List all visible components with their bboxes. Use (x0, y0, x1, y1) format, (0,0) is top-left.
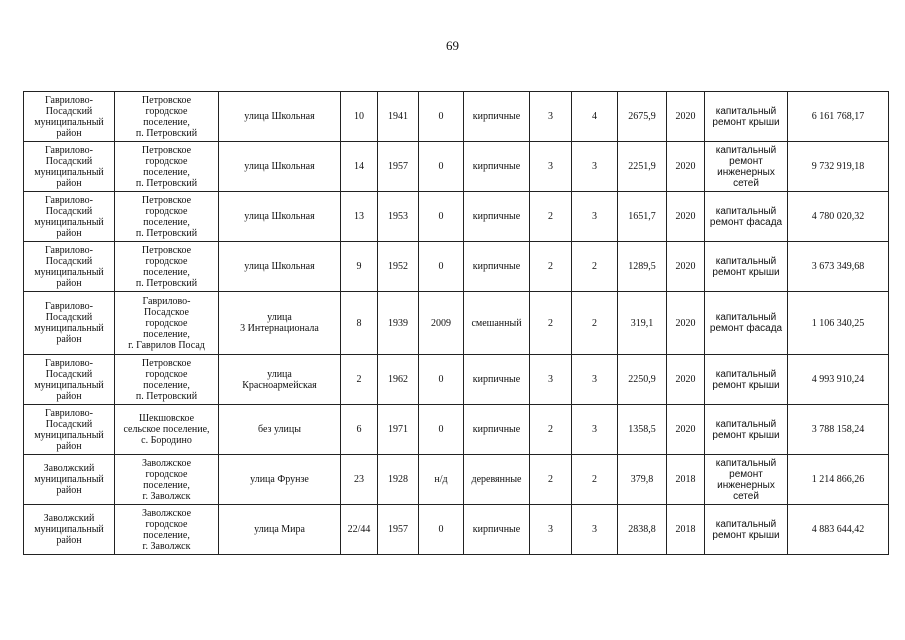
street-cell: улица Школьная (219, 142, 341, 192)
entrances-cell: 3 (572, 192, 618, 242)
table-row (24, 92, 889, 142)
settlement-cell: Петровское городское поселение, п. Петровский (115, 242, 219, 292)
district-cell: Гаврилово- Посадский муниципальный район (24, 242, 115, 292)
table-row (24, 405, 889, 455)
entrances-cell: 3 (572, 142, 618, 192)
table-row (24, 242, 889, 292)
wall-material-cell: кирпичные (464, 405, 530, 455)
work-type-cell: капитальный ремонт крыши (705, 242, 788, 292)
floors-cell: 3 (530, 355, 572, 405)
settlement-cell: Петровское городское поселение, п. Петровский (115, 355, 219, 405)
house-number-cell: 23 (341, 455, 378, 505)
floors-cell: 3 (530, 142, 572, 192)
district-cell: Гаврилово- Посадский муниципальный район (24, 405, 115, 455)
settlement-cell: Петровское городское поселение, п. Петровский (115, 192, 219, 242)
settlement-cell: Заволжское городское поселение, г. Заволжск (115, 455, 219, 505)
entrances-cell: 2 (572, 292, 618, 355)
area-cell: 2838,8 (618, 505, 667, 555)
cost-cell: 1 214 866,26 (788, 455, 889, 505)
table-row (24, 505, 889, 555)
year-reconstructed-cell: 0 (419, 142, 464, 192)
table-row (24, 192, 889, 242)
settlement-cell: Петровское городское поселение, п. Петровский (115, 92, 219, 142)
year-reconstructed-cell: 2009 (419, 292, 464, 355)
house-number-cell: 14 (341, 142, 378, 192)
plan-year-cell: 2020 (667, 405, 705, 455)
cost-cell: 3 788 158,24 (788, 405, 889, 455)
wall-material-cell: кирпичные (464, 192, 530, 242)
year-built-cell: 1939 (378, 292, 419, 355)
area-cell: 1651,7 (618, 192, 667, 242)
table-row (24, 292, 889, 355)
table-row (24, 455, 889, 505)
area-cell: 2251,9 (618, 142, 667, 192)
entrances-cell: 2 (572, 242, 618, 292)
street-cell: улица Школьная (219, 92, 341, 142)
street-cell: без улицы (219, 405, 341, 455)
year-reconstructed-cell: 0 (419, 355, 464, 405)
plan-year-cell: 2020 (667, 142, 705, 192)
entrances-cell: 4 (572, 92, 618, 142)
district-cell: Гаврилово- Посадский муниципальный район (24, 355, 115, 405)
district-cell: Гаврилово- Посадский муниципальный район (24, 192, 115, 242)
house-number-cell: 10 (341, 92, 378, 142)
wall-material-cell: кирпичные (464, 505, 530, 555)
settlement-cell: Гаврилово- Посадское городское поселение, г. Гаврилов Посад (115, 292, 219, 355)
settlement-cell: Заволжское городское поселение, г. Заволжск (115, 505, 219, 555)
area-cell: 2250,9 (618, 355, 667, 405)
work-type-cell: капитальный ремонт инженерных сетей (705, 142, 788, 192)
wall-material-cell: кирпичные (464, 355, 530, 405)
year-built-cell: 1957 (378, 505, 419, 555)
plan-year-cell: 2020 (667, 242, 705, 292)
work-type-cell: капитальный ремонт крыши (705, 355, 788, 405)
cost-cell: 3 673 349,68 (788, 242, 889, 292)
table-row (24, 142, 889, 192)
entrances-cell: 3 (572, 405, 618, 455)
plan-year-cell: 2020 (667, 92, 705, 142)
plan-year-cell: 2020 (667, 192, 705, 242)
floors-cell: 2 (530, 292, 572, 355)
cost-cell: 1 106 340,25 (788, 292, 889, 355)
plan-year-cell: 2020 (667, 355, 705, 405)
year-reconstructed-cell: 0 (419, 505, 464, 555)
floors-cell: 2 (530, 405, 572, 455)
house-number-cell: 8 (341, 292, 378, 355)
year-built-cell: 1928 (378, 455, 419, 505)
year-built-cell: 1941 (378, 92, 419, 142)
floors-cell: 2 (530, 455, 572, 505)
table-row (24, 355, 889, 405)
wall-material-cell: кирпичные (464, 242, 530, 292)
area-cell: 379,8 (618, 455, 667, 505)
cost-cell: 4 780 020,32 (788, 192, 889, 242)
house-number-cell: 9 (341, 242, 378, 292)
year-built-cell: 1952 (378, 242, 419, 292)
entrances-cell: 3 (572, 355, 618, 405)
year-reconstructed-cell: 0 (419, 242, 464, 292)
year-built-cell: 1962 (378, 355, 419, 405)
year-reconstructed-cell: 0 (419, 405, 464, 455)
year-reconstructed-cell: 0 (419, 92, 464, 142)
street-cell: улица Мира (219, 505, 341, 555)
floors-cell: 3 (530, 92, 572, 142)
street-cell: улица 3 Интернационала (219, 292, 341, 355)
entrances-cell: 3 (572, 505, 618, 555)
house-number-cell: 13 (341, 192, 378, 242)
work-type-cell: капитальный ремонт крыши (705, 405, 788, 455)
cost-cell: 4 883 644,42 (788, 505, 889, 555)
floors-cell: 2 (530, 192, 572, 242)
district-cell: Заволжский муниципальный район (24, 455, 115, 505)
street-cell: улица Красноармейская (219, 355, 341, 405)
area-cell: 1358,5 (618, 405, 667, 455)
year-built-cell: 1957 (378, 142, 419, 192)
district-cell: Гаврилово- Посадский муниципальный район (24, 92, 115, 142)
table-body (24, 92, 889, 555)
cost-cell: 4 993 910,24 (788, 355, 889, 405)
street-cell: улица Школьная (219, 192, 341, 242)
work-type-cell: капитальный ремонт крыши (705, 92, 788, 142)
year-reconstructed-cell: 0 (419, 192, 464, 242)
settlement-cell: Петровское городское поселение, п. Петровский (115, 142, 219, 192)
settlement-cell: Шекшовское сельское поселение, с. Бородино (115, 405, 219, 455)
cost-cell: 6 161 768,17 (788, 92, 889, 142)
page-number: 69 (446, 38, 459, 53)
floors-cell: 3 (530, 505, 572, 555)
plan-year-cell: 2018 (667, 455, 705, 505)
district-cell: Гаврилово- Посадский муниципальный район (24, 292, 115, 355)
housing-repair-table (23, 91, 889, 555)
work-type-cell: капитальный ремонт фасада (705, 292, 788, 355)
floors-cell: 2 (530, 242, 572, 292)
plan-year-cell: 2020 (667, 292, 705, 355)
area-cell: 2675,9 (618, 92, 667, 142)
house-number-cell: 2 (341, 355, 378, 405)
area-cell: 319,1 (618, 292, 667, 355)
cost-cell: 9 732 919,18 (788, 142, 889, 192)
house-number-cell: 6 (341, 405, 378, 455)
district-cell: Гаврилово- Посадский муниципальный район (24, 142, 115, 192)
street-cell: улица Школьная (219, 242, 341, 292)
district-cell: Заволжский муниципальный район (24, 505, 115, 555)
work-type-cell: капитальный ремонт крыши (705, 505, 788, 555)
year-built-cell: 1953 (378, 192, 419, 242)
wall-material-cell: кирпичные (464, 92, 530, 142)
year-built-cell: 1971 (378, 405, 419, 455)
area-cell: 1289,5 (618, 242, 667, 292)
wall-material-cell: деревянные (464, 455, 530, 505)
house-number-cell: 22/44 (341, 505, 378, 555)
wall-material-cell: кирпичные (464, 142, 530, 192)
street-cell: улица Фрунзе (219, 455, 341, 505)
work-type-cell: капитальный ремонт фасада (705, 192, 788, 242)
entrances-cell: 2 (572, 455, 618, 505)
year-reconstructed-cell: н/д (419, 455, 464, 505)
wall-material-cell: смешанный (464, 292, 530, 355)
work-type-cell: капитальный ремонт инженерных сетей (705, 455, 788, 505)
plan-year-cell: 2018 (667, 505, 705, 555)
